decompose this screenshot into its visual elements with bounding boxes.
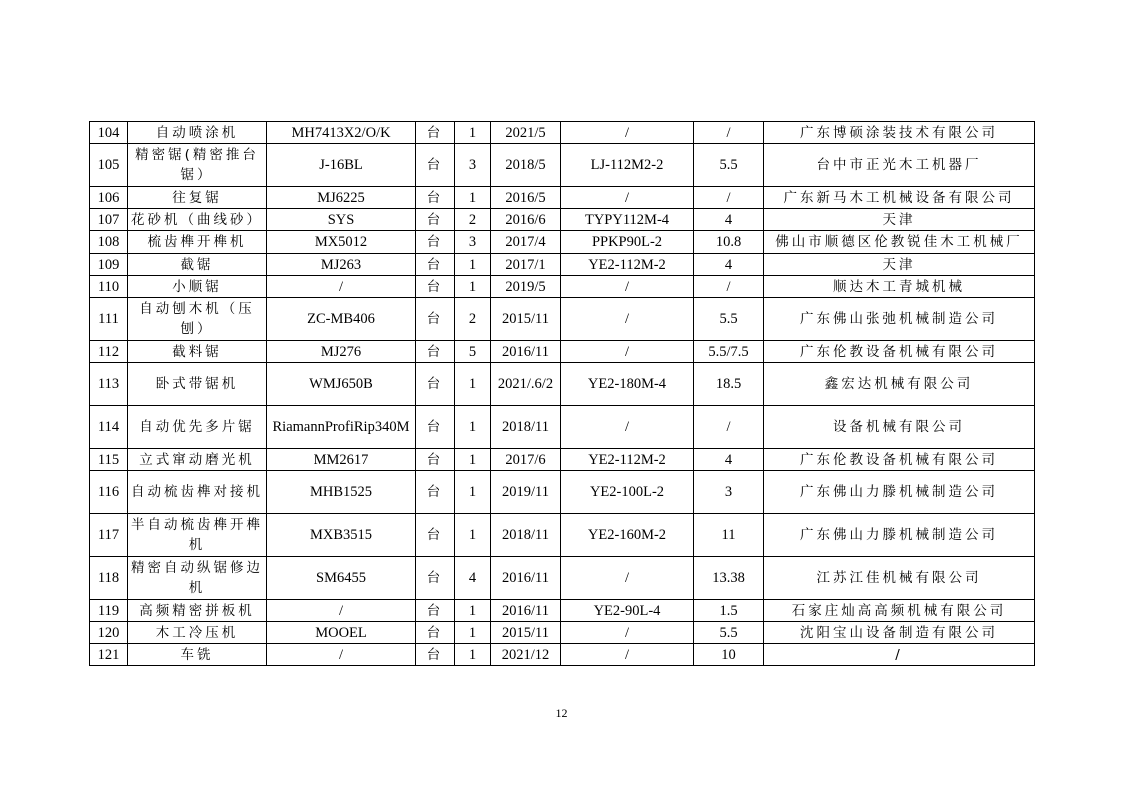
model-number-cell: SYS — [267, 209, 416, 231]
table-row — [90, 254, 1035, 276]
motor-model-cell: / — [561, 187, 694, 209]
unit-cell: 台 — [416, 144, 455, 187]
equipment-name-cell: 精密锯(精密推台锯） — [128, 144, 267, 187]
quantity-cell: 5 — [455, 341, 491, 363]
row-number-cell: 111 — [90, 298, 128, 341]
quantity-cell: 1 — [455, 471, 491, 514]
equipment-name-cell: 木工冷压机 — [128, 622, 267, 644]
model-number-cell: MM2617 — [267, 449, 416, 471]
equipment-table — [89, 121, 1035, 666]
motor-model-cell: YE2-180M-4 — [561, 363, 694, 406]
motor-model-cell: YE2-160M-2 — [561, 514, 694, 557]
equipment-name-cell: 梳齿榫开榫机 — [128, 231, 267, 254]
motor-model-cell: YE2-100L-2 — [561, 471, 694, 514]
model-number-cell: MX5012 — [267, 231, 416, 254]
motor-model-cell: YE2-112M-2 — [561, 449, 694, 471]
unit-cell: 台 — [416, 209, 455, 231]
quantity-cell: 1 — [455, 622, 491, 644]
quantity-cell: 1 — [455, 600, 491, 622]
table-row — [90, 144, 1035, 187]
unit-cell: 台 — [416, 449, 455, 471]
purchase-date-cell: 2018/11 — [491, 406, 561, 449]
unit-cell: 台 — [416, 341, 455, 363]
purchase-date-cell: 2021/.6/2 — [491, 363, 561, 406]
model-number-cell: / — [267, 600, 416, 622]
manufacturer-cell: 天津 — [764, 209, 1035, 231]
table-row — [90, 122, 1035, 144]
manufacturer-cell: 广东新马木工机械设备有限公司 — [764, 187, 1035, 209]
unit-cell: 台 — [416, 514, 455, 557]
purchase-date-cell: 2018/5 — [491, 144, 561, 187]
table-row — [90, 449, 1035, 471]
manufacturer-cell: 江苏江佳机械有限公司 — [764, 557, 1035, 600]
manufacturer-cell: 广东博硕涂装技术有限公司 — [764, 122, 1035, 144]
model-number-cell: SM6455 — [267, 557, 416, 600]
row-number-cell: 114 — [90, 406, 128, 449]
power-kw-cell: / — [694, 122, 764, 144]
model-number-cell: J-16BL — [267, 144, 416, 187]
equipment-name-cell: 小顺锯 — [128, 276, 267, 298]
equipment-name-cell: 花砂机（曲线砂） — [128, 209, 267, 231]
manufacturer-cell: 广东佛山力滕机械制造公司 — [764, 471, 1035, 514]
purchase-date-cell: 2016/5 — [491, 187, 561, 209]
row-number-cell: 119 — [90, 600, 128, 622]
quantity-cell: 1 — [455, 406, 491, 449]
power-kw-cell: 5.5/7.5 — [694, 341, 764, 363]
row-number-cell: 112 — [90, 341, 128, 363]
model-number-cell: MH7413X2/O/K — [267, 122, 416, 144]
power-kw-cell: 4 — [694, 209, 764, 231]
unit-cell: 台 — [416, 600, 455, 622]
row-number-cell: 113 — [90, 363, 128, 406]
quantity-cell: 1 — [455, 254, 491, 276]
motor-model-cell: / — [561, 122, 694, 144]
equipment-name-cell: 自动梳齿榫对接机 — [128, 471, 267, 514]
row-number-cell: 108 — [90, 231, 128, 254]
table-row — [90, 298, 1035, 341]
model-number-cell: / — [267, 276, 416, 298]
purchase-date-cell: 2017/1 — [491, 254, 561, 276]
unit-cell: 台 — [416, 622, 455, 644]
motor-model-cell: PPKP90L-2 — [561, 231, 694, 254]
table-row — [90, 209, 1035, 231]
equipment-name-cell: 自动刨木机（压刨） — [128, 298, 267, 341]
purchase-date-cell: 2016/11 — [491, 341, 561, 363]
row-number-cell: 115 — [90, 449, 128, 471]
power-kw-cell: 4 — [694, 254, 764, 276]
power-kw-cell: 10.8 — [694, 231, 764, 254]
table-row — [90, 363, 1035, 406]
table-row — [90, 231, 1035, 254]
manufacturer-cell: 鑫宏达机械有限公司 — [764, 363, 1035, 406]
purchase-date-cell: 2016/11 — [491, 557, 561, 600]
row-number-cell: 116 — [90, 471, 128, 514]
model-number-cell: ZC-MB406 — [267, 298, 416, 341]
unit-cell: 台 — [416, 187, 455, 209]
model-number-cell: MHB1525 — [267, 471, 416, 514]
motor-model-cell: LJ-112M2-2 — [561, 144, 694, 187]
power-kw-cell: 10 — [694, 644, 764, 666]
row-number-cell: 106 — [90, 187, 128, 209]
purchase-date-cell: 2015/11 — [491, 622, 561, 644]
manufacturer-cell: 天津 — [764, 254, 1035, 276]
power-kw-cell: / — [694, 406, 764, 449]
power-kw-cell: 5.5 — [694, 144, 764, 187]
purchase-date-cell: 2021/5 — [491, 122, 561, 144]
purchase-date-cell: 2016/11 — [491, 600, 561, 622]
unit-cell: 台 — [416, 254, 455, 276]
row-number-cell: 107 — [90, 209, 128, 231]
quantity-cell: 1 — [455, 187, 491, 209]
model-number-cell: MXB3515 — [267, 514, 416, 557]
power-kw-cell: 4 — [694, 449, 764, 471]
purchase-date-cell: 2016/6 — [491, 209, 561, 231]
quantity-cell: 3 — [455, 144, 491, 187]
quantity-cell: 2 — [455, 298, 491, 341]
row-number-cell: 120 — [90, 622, 128, 644]
purchase-date-cell: 2017/4 — [491, 231, 561, 254]
manufacturer-cell: 佛山市顺德区伦教锐佳木工机械厂 — [764, 231, 1035, 254]
equipment-name-cell: 立式窜动磨光机 — [128, 449, 267, 471]
table-row — [90, 406, 1035, 449]
motor-model-cell: / — [561, 406, 694, 449]
quantity-cell: 1 — [455, 514, 491, 557]
equipment-name-cell: 精密自动纵锯修边机 — [128, 557, 267, 600]
row-number-cell: 121 — [90, 644, 128, 666]
unit-cell: 台 — [416, 557, 455, 600]
model-number-cell: RiamannProfiRip340M — [267, 406, 416, 449]
row-number-cell: 118 — [90, 557, 128, 600]
power-kw-cell: 11 — [694, 514, 764, 557]
equipment-name-cell: 截料锯 — [128, 341, 267, 363]
power-kw-cell: 1.5 — [694, 600, 764, 622]
power-kw-cell: / — [694, 276, 764, 298]
motor-model-cell: / — [561, 298, 694, 341]
equipment-name-cell: 截锯 — [128, 254, 267, 276]
purchase-date-cell: 2019/11 — [491, 471, 561, 514]
unit-cell: 台 — [416, 231, 455, 254]
quantity-cell: 1 — [455, 276, 491, 298]
power-kw-cell: 5.5 — [694, 622, 764, 644]
purchase-date-cell: 2017/6 — [491, 449, 561, 471]
row-number-cell: 105 — [90, 144, 128, 187]
manufacturer-cell: 广东佛山张弛机械制造公司 — [764, 298, 1035, 341]
model-number-cell: MJ276 — [267, 341, 416, 363]
table-row — [90, 187, 1035, 209]
table-row — [90, 644, 1035, 666]
model-number-cell: MJ263 — [267, 254, 416, 276]
purchase-date-cell: 2021/12 — [491, 644, 561, 666]
row-number-cell: 110 — [90, 276, 128, 298]
quantity-cell: 2 — [455, 209, 491, 231]
unit-cell: 台 — [416, 363, 455, 406]
quantity-cell: 4 — [455, 557, 491, 600]
quantity-cell: 3 — [455, 231, 491, 254]
manufacturer-cell: 设备机械有限公司 — [764, 406, 1035, 449]
motor-model-cell: / — [561, 557, 694, 600]
equipment-name-cell: 自动喷涂机 — [128, 122, 267, 144]
manufacturer-cell: 广东佛山力滕机械制造公司 — [764, 514, 1035, 557]
unit-cell: 台 — [416, 276, 455, 298]
page-number: 12 — [555, 706, 568, 720]
motor-model-cell: / — [561, 276, 694, 298]
row-number-cell: 117 — [90, 514, 128, 557]
purchase-date-cell: 2015/11 — [491, 298, 561, 341]
manufacturer-cell: 顺达木工青城机械 — [764, 276, 1035, 298]
table-row — [90, 557, 1035, 600]
equipment-name-cell: 车铣 — [128, 644, 267, 666]
table-row — [90, 276, 1035, 298]
unit-cell: 台 — [416, 644, 455, 666]
purchase-date-cell: 2018/11 — [491, 514, 561, 557]
quantity-cell: 1 — [455, 122, 491, 144]
quantity-cell: 1 — [455, 449, 491, 471]
motor-model-cell: / — [561, 341, 694, 363]
motor-model-cell: YE2-90L-4 — [561, 600, 694, 622]
row-number-cell: 104 — [90, 122, 128, 144]
table-row — [90, 341, 1035, 363]
table-row — [90, 600, 1035, 622]
equipment-name-cell: 卧式带锯机 — [128, 363, 267, 406]
model-number-cell: WMJ650B — [267, 363, 416, 406]
row-number-cell: 109 — [90, 254, 128, 276]
equipment-name-cell: 自动优先多片锯 — [128, 406, 267, 449]
manufacturer-cell: 广东伦教设备机械有限公司 — [764, 341, 1035, 363]
model-number-cell: MOOEL — [267, 622, 416, 644]
manufacturer-cell: 沈阳宝山设备制造有限公司 — [764, 622, 1035, 644]
equipment-name-cell: 高频精密拼板机 — [128, 600, 267, 622]
manufacturer-cell: 石家庄灿高高频机械有限公司 — [764, 600, 1035, 622]
power-kw-cell: / — [694, 187, 764, 209]
motor-model-cell: / — [561, 622, 694, 644]
quantity-cell: 1 — [455, 363, 491, 406]
purchase-date-cell: 2019/5 — [491, 276, 561, 298]
unit-cell: 台 — [416, 471, 455, 514]
unit-cell: 台 — [416, 406, 455, 449]
manufacturer-cell: 台中市正光木工机器厂 — [764, 144, 1035, 187]
power-kw-cell: 13.38 — [694, 557, 764, 600]
equipment-name-cell: 半自动梳齿榫开榫机 — [128, 514, 267, 557]
motor-model-cell: TYPY112M-4 — [561, 209, 694, 231]
motor-model-cell: YE2-112M-2 — [561, 254, 694, 276]
model-number-cell: MJ6225 — [267, 187, 416, 209]
unit-cell: 台 — [416, 122, 455, 144]
table-row — [90, 471, 1035, 514]
power-kw-cell: 18.5 — [694, 363, 764, 406]
quantity-cell: 1 — [455, 644, 491, 666]
power-kw-cell: 3 — [694, 471, 764, 514]
motor-model-cell: / — [561, 644, 694, 666]
manufacturer-cell: 广东伦教设备机械有限公司 — [764, 449, 1035, 471]
unit-cell: 台 — [416, 298, 455, 341]
manufacturer-cell: / — [764, 644, 1035, 666]
table-row — [90, 622, 1035, 644]
equipment-name-cell: 往复锯 — [128, 187, 267, 209]
model-number-cell: / — [267, 644, 416, 666]
table-row — [90, 514, 1035, 557]
power-kw-cell: 5.5 — [694, 298, 764, 341]
